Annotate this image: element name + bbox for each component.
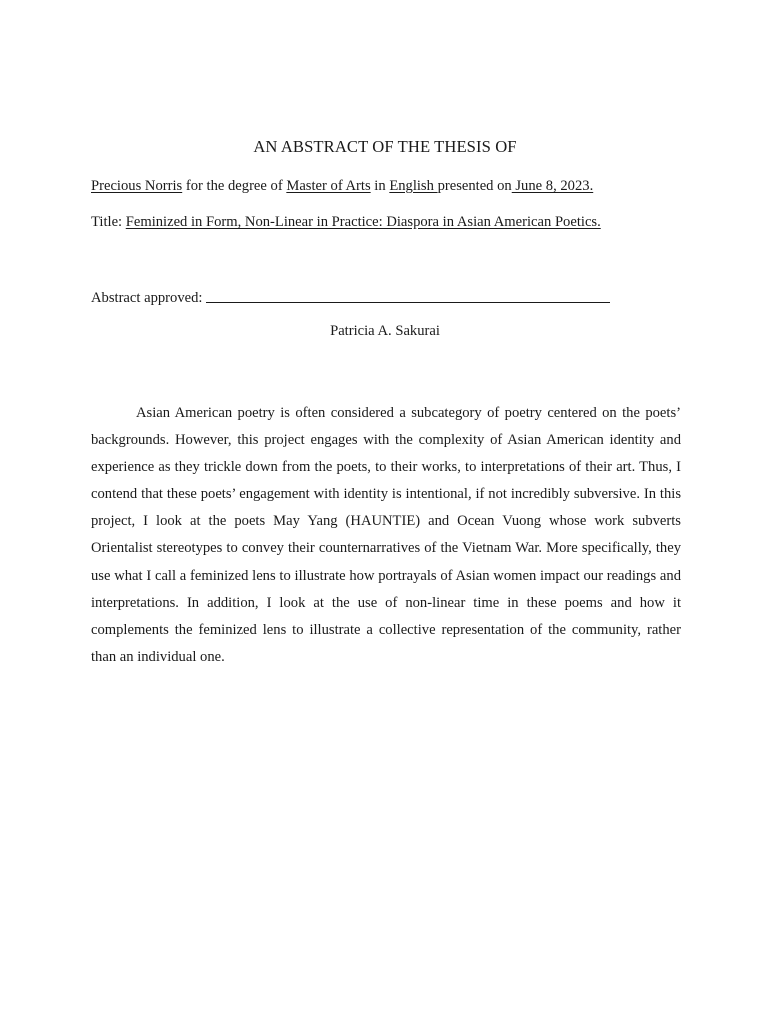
presentation-date: June 8, 2023.	[511, 178, 594, 194]
thesis-title-label: Title:	[91, 214, 126, 230]
approver-name: Patricia A. Sakurai	[330, 323, 440, 339]
thesis-title-line	[91, 214, 601, 231]
page-title: AN ABSTRACT OF THE THESIS OF	[253, 137, 517, 156]
author-name: Precious Norris	[91, 178, 183, 194]
abstract-body: Asian American poetry is often considered a subcategory of poetry centered on the poets’ backgrounds. However, this project engages with the complexity of Asian American identity and experience as they trickle down from the poets, to their works, to interpretations of their art. Thus, I contend that these poets’ engagement with identity is intentional, if not incredibly subversive. In this project, I look at the poets May Yang (HAUNTIE) and Ocean Vuong whose work subverts Orientalist stereotypes to convey their counternarratives of the Vietnam War. More specifically, they use what I call a feminized lens to illustrate how portrayals of Asian women impact our readings and interpretations. In addition, I look at the use of non-linear time in these poems and how it complements the feminized lens to illustrate a collective representation of the community, rather than an individual one.	[91, 405, 681, 665]
field-name: English	[389, 178, 438, 194]
author-degree-line	[91, 178, 593, 195]
author-line-text-2: in	[370, 178, 390, 194]
degree-name: Master of Arts	[286, 178, 371, 194]
thesis-title: Feminized in Form, Non-Linear in Practice: Diaspora in Asian American Poetics.	[125, 214, 601, 230]
author-line-text-3: presented on	[437, 178, 512, 194]
author-line-text-1: for the degree of	[182, 178, 287, 194]
signature-line	[206, 301, 610, 303]
approval-label: Abstract approved:	[91, 290, 203, 306]
approval-line	[91, 290, 610, 307]
